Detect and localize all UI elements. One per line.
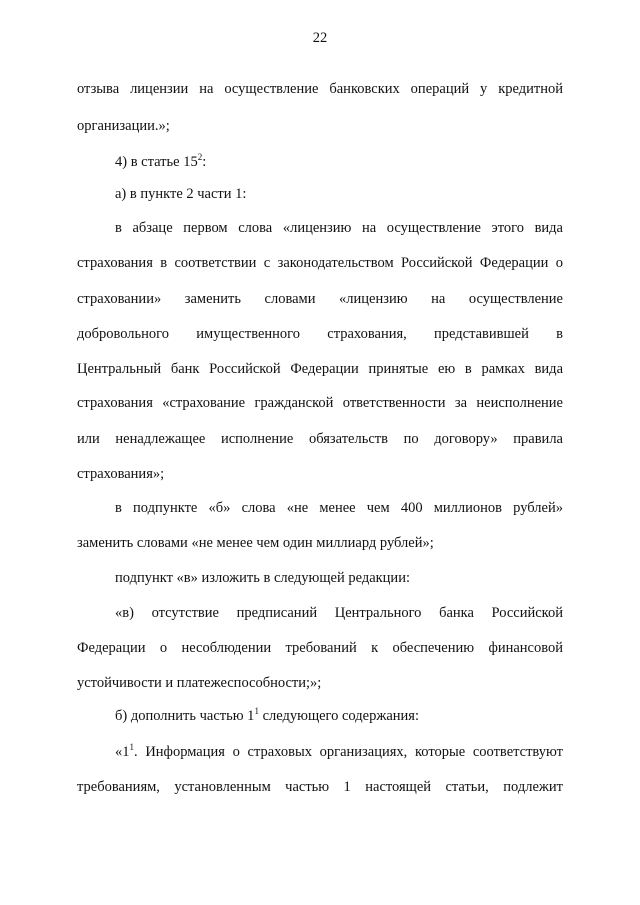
text-line: страхования в соответствии с законодательством Российской Федерации о: [77, 255, 563, 271]
text-line: или ненадлежащее исполнение обязательств по договору» правила: [77, 431, 563, 447]
text-line: организации.»;: [77, 118, 170, 134]
text-line: добровольного имущественного страхования, представившей в: [77, 326, 563, 342]
text-line: заменить словами «не менее чем один миллиард рублей»;: [77, 535, 434, 551]
text-line: страхования»;: [77, 466, 165, 482]
text-line: 4) в статье $15^2$:: [115, 152, 207, 170]
superscript: 2: [197, 152, 203, 163]
text-line: «$1^1$. Информация о страховых организациях, которые соответствуют: [115, 742, 563, 760]
text-line: страхования «страхование гражданской ответственности за неисполнение: [77, 395, 563, 411]
text-line: б) дополнить частью $1^1$ следующего содержания:: [115, 706, 420, 724]
text-line: в подпункте «б» слова «не менее чем 400 миллионов рублей»: [115, 500, 563, 516]
text-line: Центральный банк Российской Федерации принятые ею в рамках вида: [77, 361, 563, 377]
text-line: требованиям, установленным частью 1 настоящей статьи, подлежит: [77, 779, 563, 795]
text-line: в абзаце первом слова «лицензию на осуществление этого вида: [115, 220, 563, 236]
superscript: 1: [129, 742, 134, 753]
text-line: «в) отсутствие предписаний Центрального банка Российской: [115, 605, 563, 621]
text-line: страховании» заменить словами «лицензию на осуществление: [77, 291, 563, 307]
superscript: 1: [254, 706, 259, 717]
text-line: отзыва лицензии на осуществление банковских операций у кредитной: [77, 81, 563, 97]
page-number: 22: [312, 30, 328, 46]
text-line: подпункт «в» изложить в следующей редакции:: [115, 570, 410, 586]
text-line: Федерации о несоблюдении требований к обеспечению финансовой: [77, 640, 563, 656]
text-line: устойчивости и платежеспособности;»;: [77, 675, 322, 691]
text-line: а) в пункте 2 части 1:: [115, 186, 247, 202]
